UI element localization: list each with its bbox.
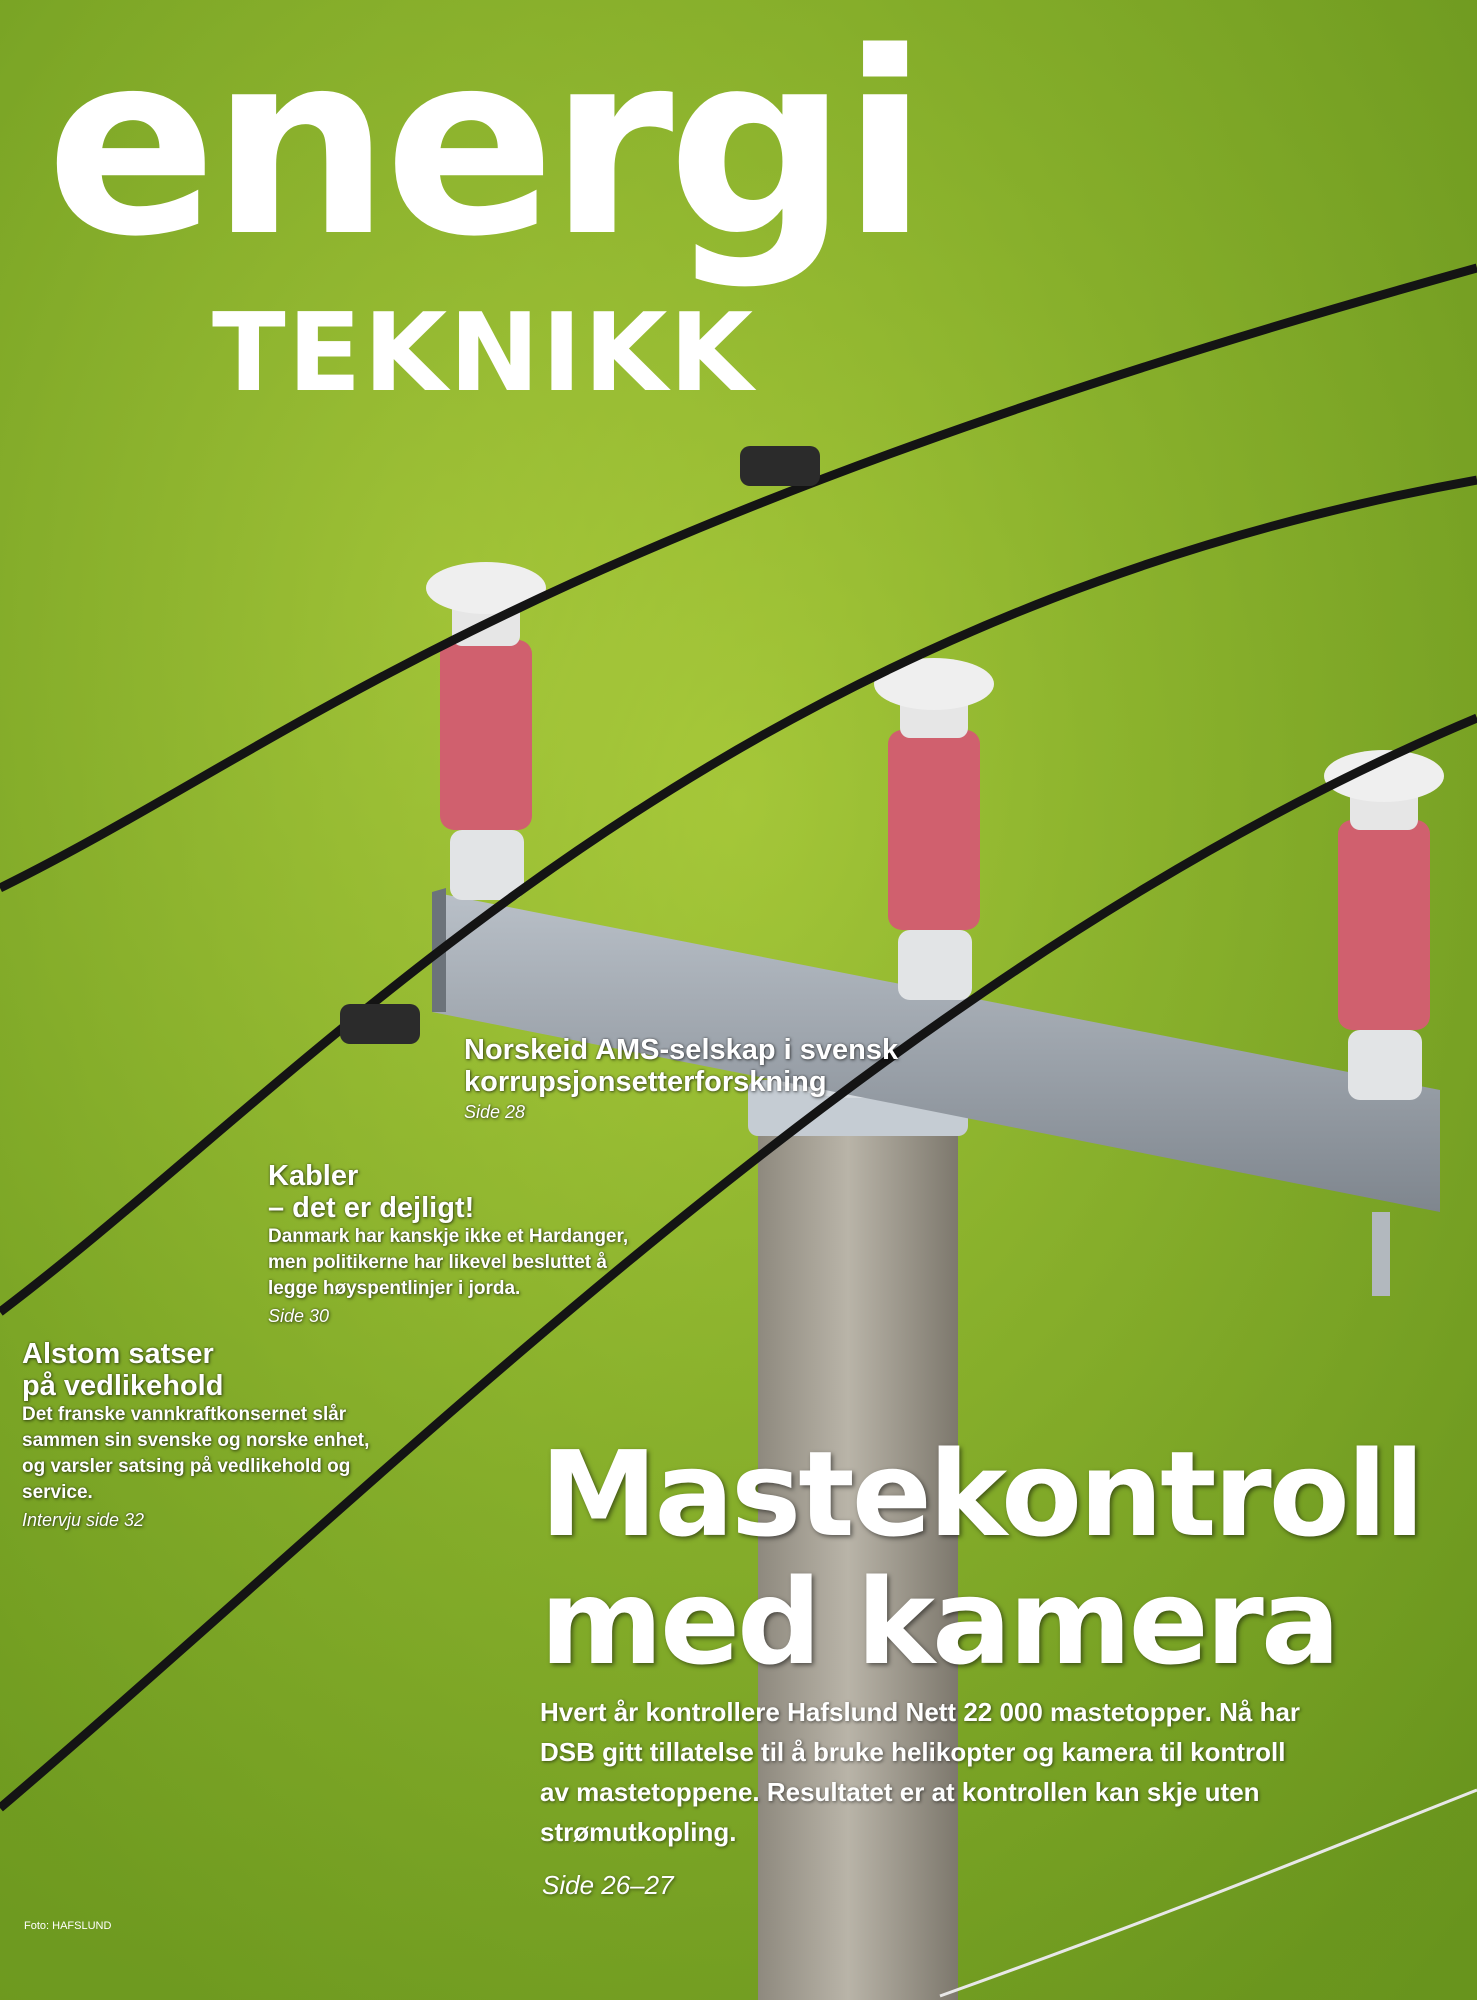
photo-credit: Foto: HAFSLUND xyxy=(24,1920,112,1932)
lead-line: strømutkopling. xyxy=(540,1817,737,1847)
teaser-body-line: og varsler satsing på vedlikehold og xyxy=(22,1456,351,1477)
masthead-logo-energi: energi xyxy=(46,0,923,292)
teaser-title-line: – det er dejligt! xyxy=(268,1192,475,1224)
cover-lead-paragraph xyxy=(540,1692,1360,1852)
masthead-logo-teknikk: TEKNIKK xyxy=(212,291,756,416)
teaser-body-line: men politikerne har likevel besluttet å xyxy=(268,1252,607,1273)
lead-line: DSB gitt tillatelse til å bruke helikopter og kamera til kontroll xyxy=(540,1737,1286,1767)
teaser-ams-selskap[interactable] xyxy=(464,1034,898,1124)
teaser-body-line: sammen sin svenske og norske enhet, xyxy=(22,1430,370,1451)
lead-line: av mastetoppene. Resultatet er at kontrollen kan skje uten xyxy=(540,1777,1260,1807)
teaser-kabler[interactable] xyxy=(268,1160,628,1328)
teaser-title-line: Norskeid AMS-selskap i svensk xyxy=(464,1034,899,1066)
teaser-alstom[interactable] xyxy=(22,1338,369,1532)
teaser-title-line: korrupsjonsetterforskning xyxy=(464,1066,827,1098)
teaser-page-ref: Intervju side 32 xyxy=(22,1510,145,1530)
teaser-body-line: legge høyspentlinjer i jorda. xyxy=(268,1278,521,1299)
lead-line: Hvert år kontrollere Hafslund Nett 22 000 mastetopper. Nå har xyxy=(540,1697,1301,1727)
teaser-title-line: på vedlikehold xyxy=(22,1370,224,1402)
teaser-page-ref: Side 28 xyxy=(464,1102,526,1122)
teaser-page-ref: Side 30 xyxy=(268,1306,330,1326)
cover-story-page-ref: Side 26–27 xyxy=(542,1870,674,1900)
teaser-body-line: service. xyxy=(22,1482,93,1503)
teaser-body-line: Danmark har kanskje ikke et Hardanger, xyxy=(268,1226,629,1247)
cover-headline[interactable] xyxy=(540,1425,1422,1691)
headline-line: med kamera xyxy=(540,1553,1338,1691)
teaser-title-line: Alstom satser xyxy=(22,1338,214,1370)
headline-line: Mastekontroll xyxy=(540,1425,1422,1563)
teaser-title-line: Kabler xyxy=(268,1160,359,1192)
teaser-body-line: Det franske vannkraftkonsernet slår xyxy=(22,1404,347,1425)
